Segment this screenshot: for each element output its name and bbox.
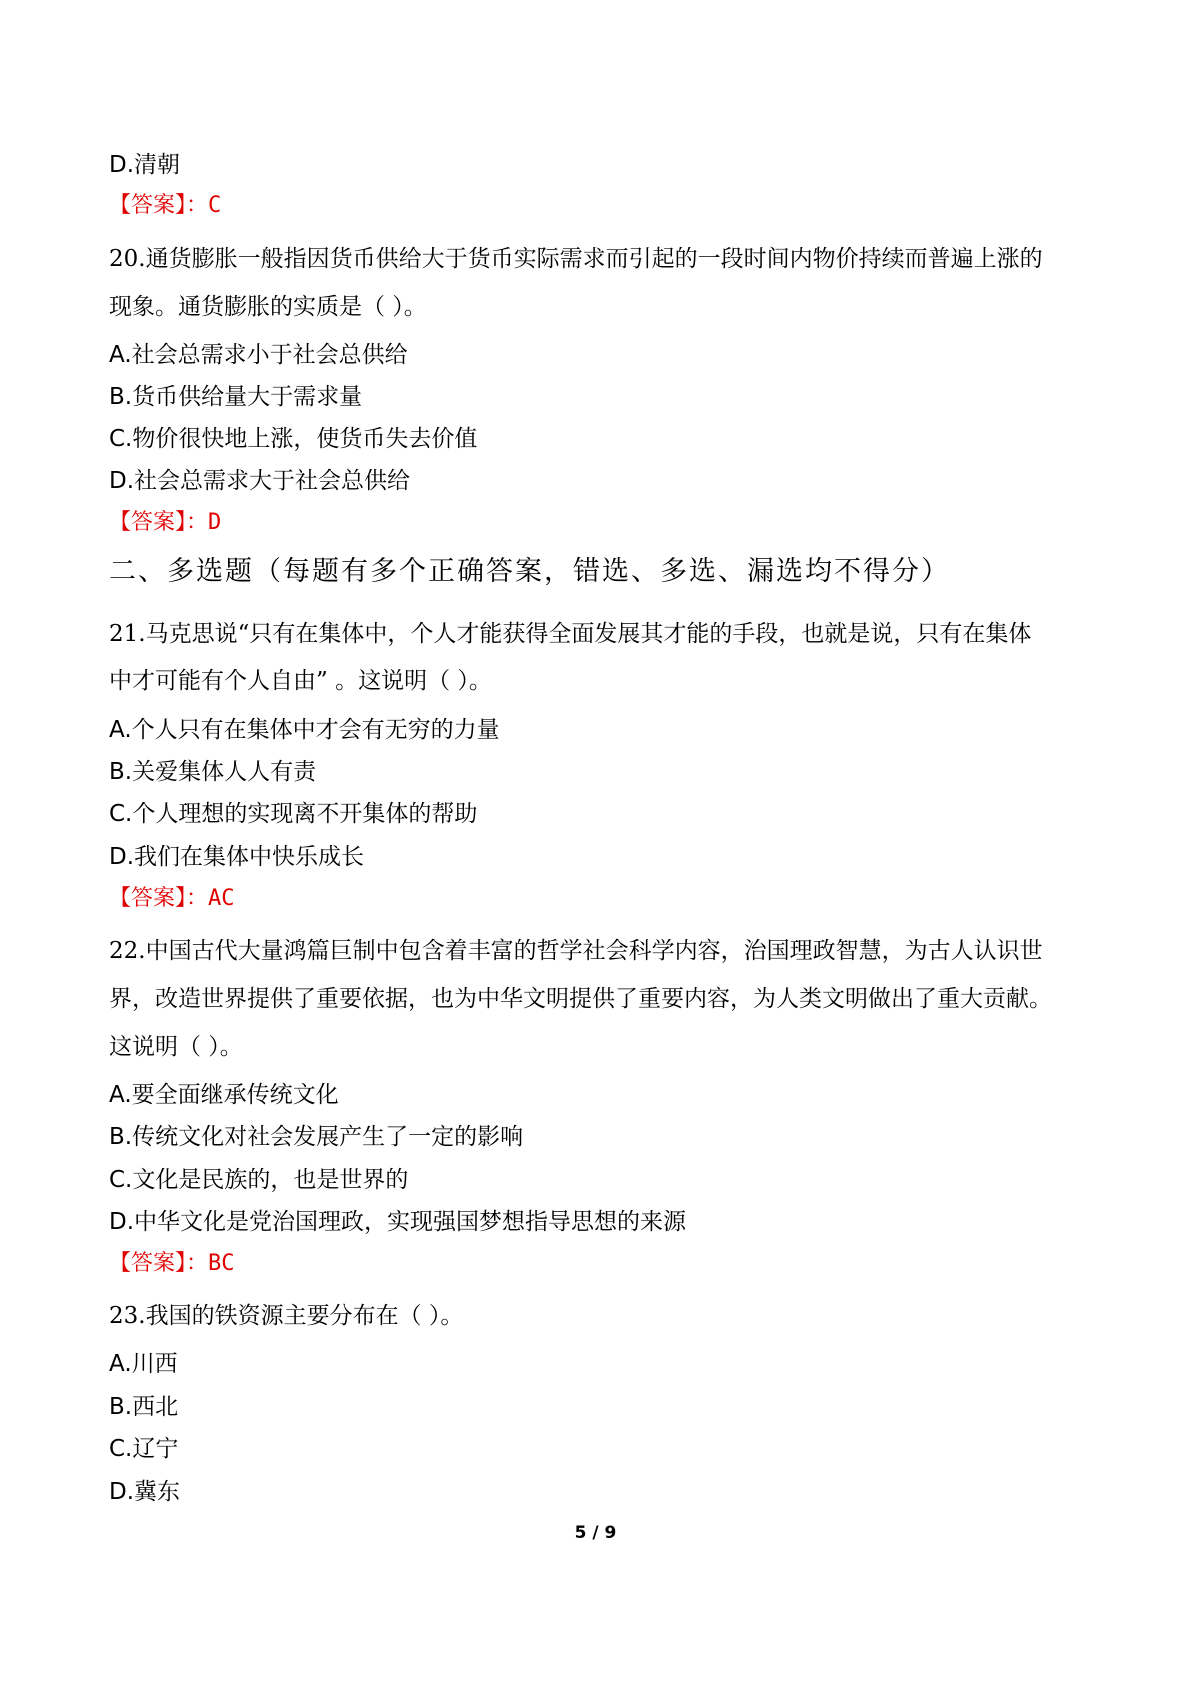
option-line: A.个人只有在集体中才会有无穷的力量 bbox=[109, 717, 500, 743]
option-line: A.要全面继承传统文化 bbox=[109, 1082, 339, 1108]
question-line: 21.马克思说“只有在集体中，个人才能获得全面发展其才能的手段，也就是说，只有在集体 bbox=[109, 621, 1032, 647]
question-line: 这说明（ ）。 bbox=[109, 1034, 243, 1060]
answer-line: 【答案】：D bbox=[109, 510, 222, 535]
option-line: D.社会总需求大于社会总供给 bbox=[109, 468, 411, 494]
section-heading: 二、多选题（每题有多个正确答案，错选、多选、漏选均不得分） bbox=[109, 556, 950, 587]
option-line: C.个人理想的实现离不开集体的帮助 bbox=[109, 801, 478, 827]
question-line: 现象。通货膨胀的实质是（ ）。 bbox=[109, 294, 427, 320]
option-line: D.我们在集体中快乐成长 bbox=[109, 844, 365, 870]
option-line: D.清朝 bbox=[109, 152, 181, 178]
option-line: D.冀东 bbox=[109, 1479, 181, 1505]
option-line: A.川西 bbox=[109, 1351, 178, 1377]
question-line: 界，改造世界提供了重要依据，也为中华文明提供了重要内容，为人类文明做出了重大贡献。 bbox=[109, 986, 1052, 1012]
option-line: B.关爱集体人人有责 bbox=[109, 759, 317, 785]
question-line: 20.通货膨胀一般指因货币供给大于货币实际需求而引起的一段时间内物价持续而普遍上涨的 bbox=[109, 246, 1043, 272]
option-line: C.文化是民族的，也是世界的 bbox=[109, 1167, 409, 1193]
answer-line: 【答案】：BC bbox=[109, 1251, 235, 1276]
page-number: 5 / 9 bbox=[574, 1523, 617, 1543]
question-line: 23.我国的铁资源主要分布在（ ）。 bbox=[109, 1303, 464, 1329]
option-line: B.货币供给量大于需求量 bbox=[109, 384, 363, 410]
option-line: C.辽宁 bbox=[109, 1436, 179, 1462]
option-line: B.西北 bbox=[109, 1394, 179, 1420]
question-line: 中才可能有个人自由” 。这说明（ ）。 bbox=[109, 668, 492, 694]
answer-line: 【答案】：AC bbox=[109, 886, 235, 911]
option-line: A.社会总需求小于社会总供给 bbox=[109, 342, 408, 368]
option-line: B.传统文化对社会发展产生了一定的影响 bbox=[109, 1124, 524, 1150]
option-line: C.物价很快地上涨，使货币失去价值 bbox=[109, 426, 478, 452]
question-line: 22.中国古代大量鸿篇巨制中包含着丰富的哲学社会科学内容，治国理政智慧，为古人认识世 bbox=[109, 938, 1043, 964]
answer-line: 【答案】：C bbox=[109, 193, 222, 218]
option-line: D.中华文化是党治国理政，实现强国梦想指导思想的来源 bbox=[109, 1209, 687, 1235]
